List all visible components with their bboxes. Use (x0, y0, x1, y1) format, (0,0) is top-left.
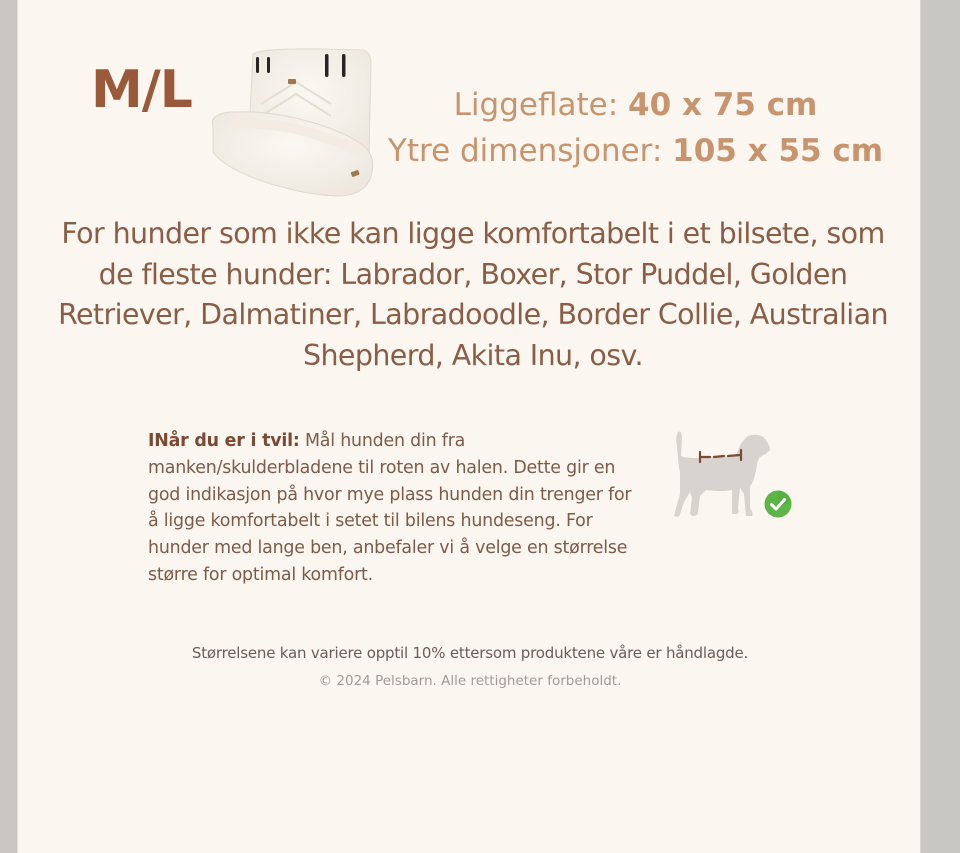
lying-area-label: Liggeflate: (453, 87, 619, 123)
size-label: M/L (91, 60, 192, 120)
check-circle-icon (764, 490, 792, 518)
tip-text: Mål hunden din fra manken/skulderbladene til roten av halen. Dette gir en god indikasjon på hvor mye plass hunden din trenger for å ligge komfortabelt i setet til bilens hundeseng. For hunder med lange ben, anbefaler vi å velge en størrelse større for optimal komfort. (148, 431, 632, 585)
size-guide-page (17, 0, 921, 853)
dog-measure-icon (666, 428, 776, 523)
lying-area-value: 40 x 75 cm (628, 87, 818, 123)
breed-description: For hunder som ikke kan ligge komfortabelt i et bilsete, som de fleste hunder: Labrador, Boxer, Stor Puddel, Golden Retriever, Dalmatiner, Labradoodle, Border Collie, Australian Shepherd, Akita Inu, osv. (58, 217, 888, 372)
lying-area-row (373, 82, 898, 128)
outer-dimensions-label: Ytre dimensjoner: (387, 133, 663, 169)
dog-bed-image (201, 44, 376, 202)
copyright: © 2024 Pelsbarn. Alle rettigheter forbeholdt. (318, 673, 622, 689)
outer-dimensions-row (373, 128, 898, 174)
outer-dimensions-value: 105 x 55 cm (672, 133, 884, 169)
tip-lead: INår du er i tvil: (148, 431, 300, 451)
measuring-tip (148, 428, 643, 589)
handmade-size-note: Størrelsene kan variere opptil 10% ettersom produktene våre er håndlagde. (191, 644, 749, 662)
dimensions-block (373, 82, 898, 174)
product-image (201, 44, 376, 202)
